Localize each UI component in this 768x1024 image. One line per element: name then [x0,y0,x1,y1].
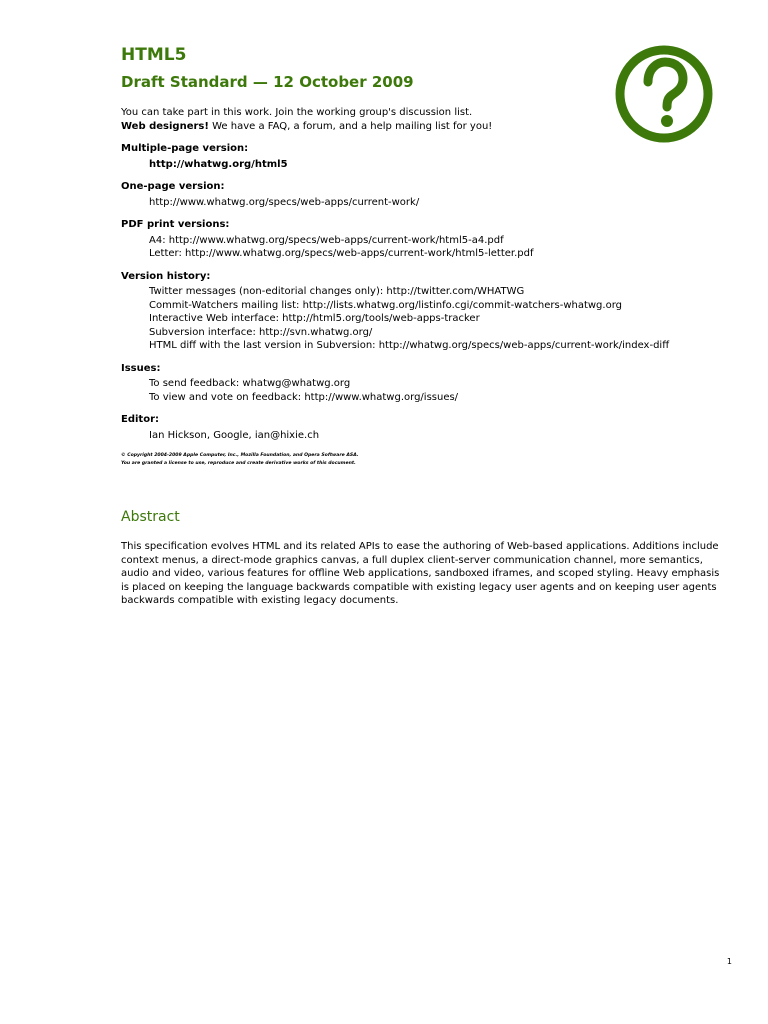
history-subversion-link[interactable]: Subversion interface: http://svn.whatwg.org/ [149,326,373,338]
pdf-a4-link[interactable]: A4: http://www.whatwg.org/specs/web-apps/current-work/html5-a4.pdf [149,234,504,246]
history-twitter-link[interactable]: Twitter messages (non-editorial changes only): http://twitter.com/WHATWG [149,286,525,297]
document-page [121,44,721,608]
abstract-text: This specification evolves HTML and its related APIs to ease the authoring of Web-based applications. Additions include context menus, a direct-mode graphics canvas, a full duplex client-server communication channel, more semantics, audio and video, various features for offline Web applications, sandboxed iframes, and scoped styling. Heavy emphasis is placed on keeping the language backwards compatible with existing legacy user agents and on keeping user agents backwards compatible with existing legacy documents. [121,541,720,606]
web-designers-label: Web designers! [121,120,209,132]
history-diff-link[interactable]: HTML diff with the last version in Subversion: http://whatwg.org/specs/web-apps/current-work/index-diff [149,340,670,351]
pdf-heading: PDF print versions: [121,219,230,230]
copyright-line-2: You are granted a license to use, reproduce and create derivative works of this document. [121,461,356,466]
issues-feedback-email-link[interactable]: To send feedback: whatwg@whatwg.org [149,378,351,389]
page-subtitle: Draft Standard — 12 October 2009 [121,73,414,91]
version-history-heading: Version history: [121,270,211,282]
pdf-letter-link[interactable]: Letter: http://www.whatwg.org/specs/web-apps/current-work/html5-letter.pdf [149,248,534,259]
editor-name: Ian Hickson, Google, ian@hixie.ch [149,429,320,441]
multipage-heading: Multiple-page version: [121,143,249,154]
copyright-line-1: © Copyright 2004-2009 Apple Computer, Inc., Mozilla Foundation, and Opera Software ASA. [121,453,359,458]
history-commit-watchers-link[interactable]: Commit-Watchers mailing list: http://lists.whatwg.org/listinfo.cgi/commit-watchers-whatwg.org [149,299,622,311]
editor-heading: Editor: [121,414,159,425]
history-web-interface-link[interactable]: Interactive Web interface: http://html5.org/tools/web-apps-tracker [149,313,480,324]
intro-line: You can take part in this work. Join the working group's discussion list. [121,107,473,118]
abstract-heading: Abstract [121,509,180,525]
multipage-link[interactable]: http://whatwg.org/html5 [149,158,288,170]
copyright-notice [121,452,721,468]
web-designers-line [121,120,721,134]
web-designers-text: We have a FAQ, a forum, and a help mailing list for you! [208,120,493,132]
page-title: HTML5 [121,45,187,65]
issues-vote-link[interactable]: To view and vote on feedback: http://www.whatwg.org/issues/ [149,391,459,403]
page-number: 1 [726,957,732,966]
onepage-link[interactable]: http://www.whatwg.org/specs/web-apps/current-work/ [149,196,420,208]
onepage-heading: One-page version: [121,181,225,192]
issues-heading: Issues: [121,362,161,374]
